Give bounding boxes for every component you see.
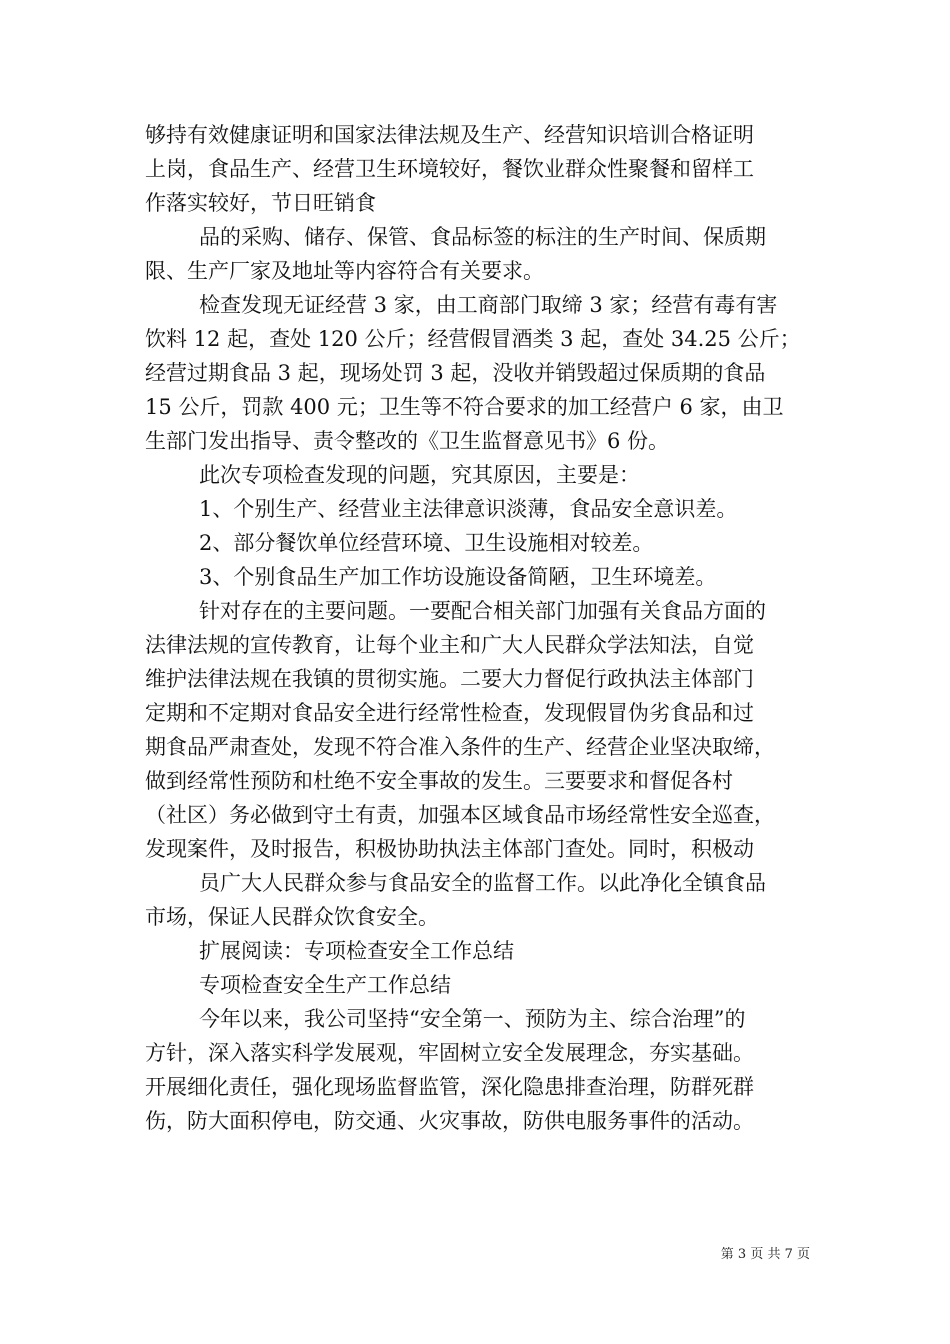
text-line: 方针，深入落实科学发展观，牢固树立安全发展理念，夯实基础。 bbox=[145, 1041, 754, 1065]
text-line: 15 公斤，罚款 400 元；卫生等不符合要求的加工经营户 6 家，由卫 bbox=[145, 395, 784, 419]
text-line: 今年以来，我公司坚持“安全第一、预防为主、综合治理”的 bbox=[199, 1007, 746, 1031]
text-line: 定期和不定期对食品安全进行经常性检查，发现假冒伪劣食品和过 bbox=[145, 701, 754, 725]
text-line: 针对存在的主要问题。一要配合相关部门加强有关食品方面的 bbox=[199, 599, 766, 623]
text-line: 市场，保证人民群众饮食安全。 bbox=[145, 905, 439, 929]
text-line: 上岗，食品生产、经营卫生环境较好，餐饮业群众性聚餐和留样工 bbox=[145, 157, 754, 181]
text-line: 开展细化责任，强化现场监督监管，深化隐患排查治理，防群死群 bbox=[145, 1075, 754, 1099]
document-body bbox=[145, 118, 810, 1138]
section-heading: 扩展阅读：专项检查安全工作总结 bbox=[199, 939, 514, 963]
text-line: 品的采购、储存、保管、食品标签的标注的生产时间、保质期 bbox=[199, 225, 766, 249]
text-line: 作落实较好，节日旺销食 bbox=[145, 191, 376, 215]
text-line: 饮料 12 起，查处 120 公斤；经营假冒酒类 3 起，查处 34.25 公斤； bbox=[145, 327, 801, 351]
text-line: 期食品严肃查处，发现不符合准入条件的生产、经营企业坚决取缔， bbox=[145, 735, 775, 759]
text-line: 做到经常性预防和杜绝不安全事故的发生。三要要求和督促各村 bbox=[145, 769, 733, 793]
text-line: 伤，防大面积停电，防交通、火灾事故，防供电服务事件的活动。 bbox=[145, 1109, 754, 1133]
text-line: 检查发现无证经营 3 家，由工商部门取缔 3 家；经营有毒有害 bbox=[199, 293, 778, 317]
text-line: 此次专项检查发现的问题，究其原因，主要是： bbox=[199, 463, 640, 487]
text-line: 员广大人民群众参与食品安全的监督工作。以此净化全镇食品 bbox=[199, 871, 766, 895]
text-line: 限、生产厂家及地址等内容符合有关要求。 bbox=[145, 259, 544, 283]
text-line: 生部门发出指导、责令整改的《卫生监督意见书》6 份。 bbox=[145, 429, 670, 453]
text-line: 法律法规的宣传教育，让每个业主和广大人民群众学法知法，自觉 bbox=[145, 633, 754, 657]
text-line: 2、部分餐饮单位经营环境、卫生设施相对较差。 bbox=[199, 531, 654, 555]
text-line: 发现案件，及时报告，积极协助执法主体部门查处。同时，积极动 bbox=[145, 837, 754, 861]
section-heading: 专项检查安全生产工作总结 bbox=[199, 973, 451, 997]
text-line: 维护法律法规在我镇的贯彻实施。二要大力督促行政执法主体部门 bbox=[145, 667, 754, 691]
text-line: 3、个别食品生产加工作坊设施设备简陋，卫生环境差。 bbox=[199, 565, 717, 589]
text-line: （社区）务必做到守土有责，加强本区域食品市场经常性安全巡查， bbox=[145, 803, 775, 827]
text-line: 1、个别生产、经营业主法律意识淡薄，食品安全意识差。 bbox=[199, 497, 738, 521]
text-line: 够持有效健康证明和国家法律法规及生产、经营知识培训合格证明 bbox=[145, 123, 754, 147]
text-line: 经营过期食品 3 起，现场处罚 3 起，没收并销毁超过保质期的食品 bbox=[145, 361, 766, 385]
page-number: 第 3 页 共 7 页 bbox=[720, 1247, 810, 1262]
